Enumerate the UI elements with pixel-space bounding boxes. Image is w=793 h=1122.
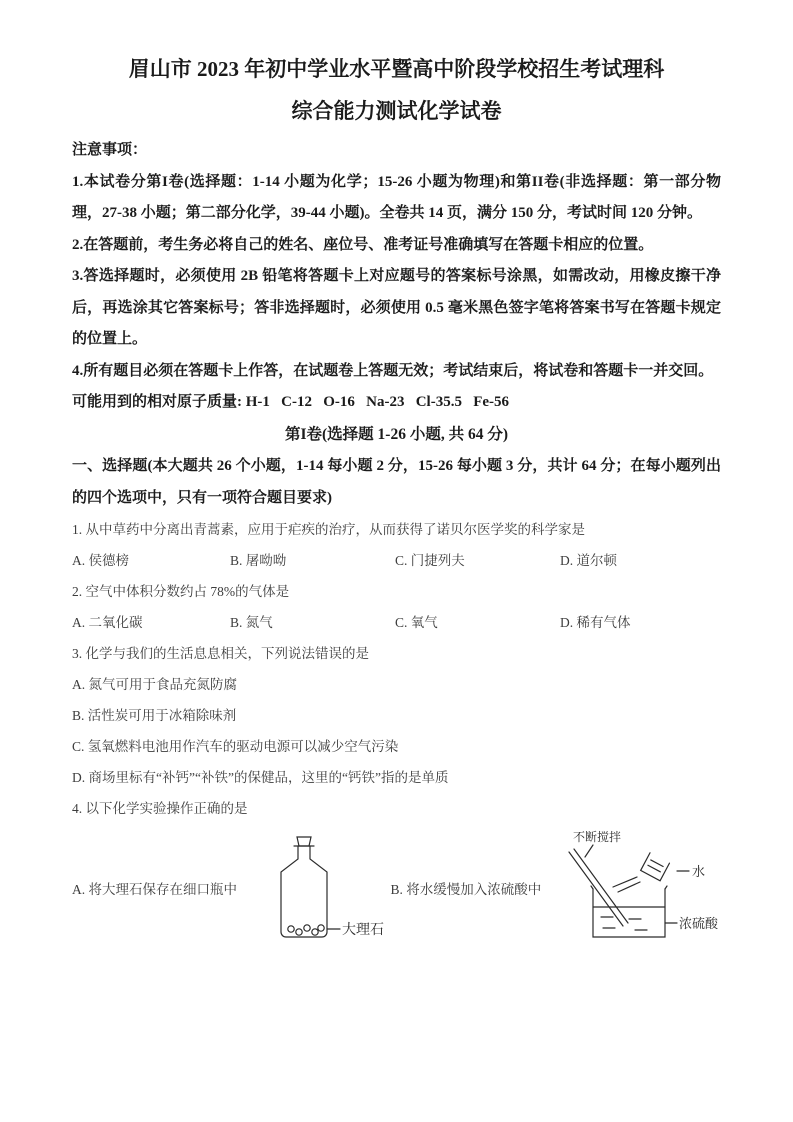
question-1-options — [72, 545, 721, 576]
atomic-mass-line: 可能用到的相对原子质量: H-1 C-12 O-16 Na-23 Cl-35.5 Fe-56 — [72, 394, 510, 410]
glass-rod-icon — [569, 849, 628, 926]
q3-option-b: B. 活性炭可用于冰箱除味剂 — [72, 708, 237, 724]
q1-option-b: B. 屠呦呦 — [230, 553, 287, 569]
acid-liquid-hatch — [601, 917, 647, 930]
notice-item-4: 4.所有题目必须在答题卡上作答，在试题卷上答题无效；考试结束后，将试卷和答题卡一并交回。 — [72, 362, 714, 379]
bottle-stopper-icon — [297, 837, 311, 846]
stir-label: 不断搅拌 — [572, 829, 621, 844]
marble-chips-icon — [288, 924, 324, 934]
exam-title-line2: 综合能力测试化学试卷 — [291, 98, 502, 123]
q4-option-b: B. 将水缓慢加入浓硫酸中 — [390, 881, 542, 897]
q4-option-a: A. 将大理石保存在细口瓶中 — [72, 881, 237, 897]
q2-option-a: A. 二氧化碳 — [72, 615, 143, 631]
stir-pointer-line — [585, 845, 593, 857]
question-4-options — [72, 829, 721, 947]
question-2-stem: 2. 空气中体积分数约占 78%的气体是 — [72, 584, 290, 600]
beaker-icon — [591, 886, 667, 937]
marble-label: 大理石 — [341, 922, 384, 938]
notice-item-2: 2.在答题前，考生务必将自己的姓名、座位号、准考证号准确填写在答题卡相应的位置。 — [72, 236, 654, 253]
q1-option-c: C. 门捷列夫 — [395, 553, 465, 569]
q3-option-c: C. 氢氧燃料电池用作汽车的驱动电源可以减少空气污染 — [72, 739, 399, 755]
acid-dilution-diagram — [543, 829, 721, 947]
question-1-stem: 1. 从中草药中分离出青蒿素，应用于疟疾的治疗，从而获得了诺贝尔医学奖的科学家是 — [72, 522, 585, 538]
question-3-stem: 3. 化学与我们的生活息息相关，下列说法错误的是 — [72, 646, 369, 662]
q1-option-a: A. 侯德榜 — [72, 553, 129, 569]
notice-heading: 注意事项： — [72, 142, 148, 158]
notice-item-1: 1.本试卷分第I卷(选择题：1-14 小题为化学；15-26 小题为物理)和第II卷(非选择题：第一部分物理，27-38 小题；第二部分化学，39-44 小题)。全卷共 14 页，满分 150 分，考试时间 120 分钟。 — [72, 173, 721, 221]
marble-bottle-diagram — [239, 834, 389, 942]
q1-option-d: D. 道尔顿 — [560, 553, 617, 569]
q2-option-d: D. 稀有气体 — [560, 615, 631, 631]
notice-item-3: 3.答选择题时，必须使用 2B 铅笔将答题卡上对应题号的答案标号涂黑，如需改动，用橡皮擦干净后，再选涂其它答案标号；答非选择题时，必须使用 0.5 毫米黑色签字笔将答案书写在答题卡规定的位置上。 — [72, 268, 721, 347]
water-stream-icon — [613, 877, 640, 892]
q2-option-b: B. 氮气 — [230, 615, 273, 631]
q3-option-d: D. 商场里标有“补钙”“补铁”的保健品，这里的“钙铁”指的是单质 — [72, 770, 449, 786]
q3-option-a: A. 氮气可用于食品充氮防腐 — [72, 677, 237, 693]
narrow-mouth-bottle-outline — [281, 846, 327, 937]
q2-option-c: C. 氧气 — [395, 615, 438, 631]
water-label: 水 — [691, 863, 705, 879]
acid-label: 浓硫酸 — [678, 915, 718, 931]
pouring-cup-icon — [641, 852, 670, 880]
question-4-stem: 4. 以下化学实验操作正确的是 — [72, 801, 248, 817]
exam-title-line1: 眉山市 2023 年初中学业水平暨高中阶段学校招生考试理科 — [128, 57, 665, 81]
choice-section-intro: 一、选择题(本大题共 26 个小题，1-14 每小题 2 分，15-26 每小题 3 分，共计 64 分；在每小题列出的四个选项中，只有一项符合题目要求) — [72, 458, 721, 506]
question-2-options — [72, 607, 721, 638]
part1-heading: 第I卷(选择题 1-26 小题, 共 64 分) — [284, 425, 509, 443]
